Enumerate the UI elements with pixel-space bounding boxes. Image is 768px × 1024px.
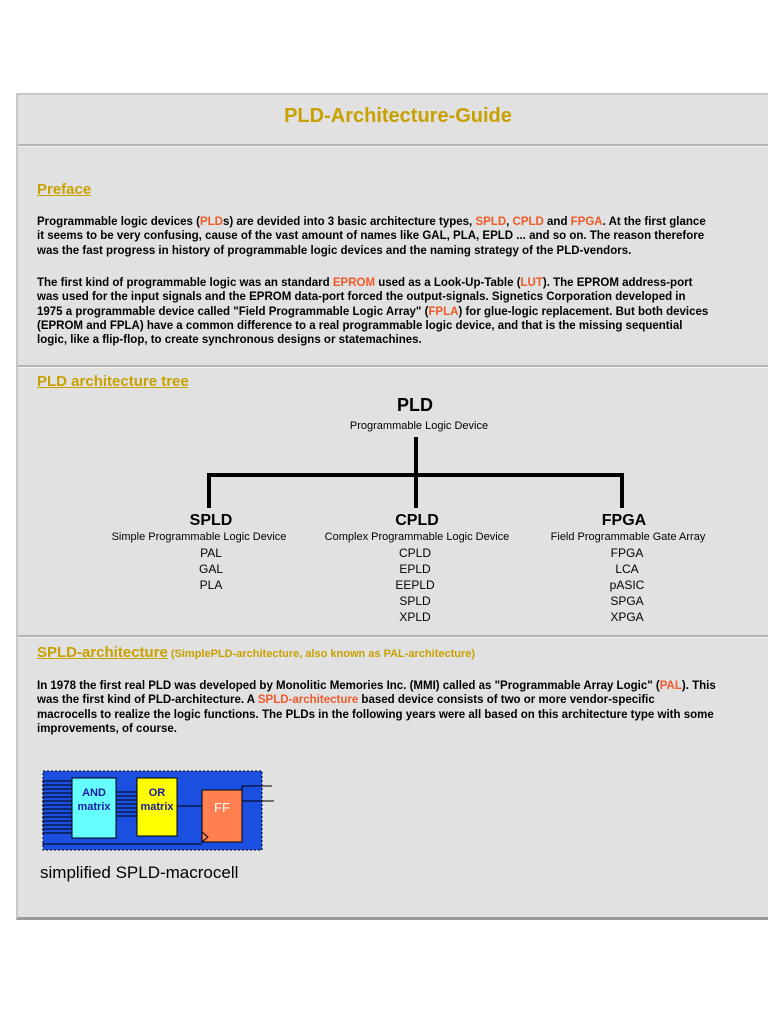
spld-paragraph: In 1978 the first real PLD was developed by Monolitic Memories Inc. (MMI) called as "Programmable Array Logic" (PAL). This was the first kind of PLD-architecture. A SPLD-architecture based device consists of two or more vendor-specific macrocells to realize the logic functions. The PLDs in the following years were all based on this architecture type with some improvements, of course. [37,680,716,735]
fpga-link[interactable]: FPGA [570,216,603,228]
cpld-item: EEPLD [395,578,435,592]
pal-link[interactable]: PAL [659,680,682,692]
spld-item: GAL [198,562,224,576]
flip-flop-label: FF [214,800,230,815]
architecture-tree [18,385,768,625]
page-title: PLD-Architecture-Guide [284,105,512,127]
macrocell-caption: simplified SPLD-macrocell [40,863,239,882]
and-matrix-label: AND [82,787,106,799]
guide-panel [16,93,768,920]
fpga-item: LCA [615,562,639,576]
cpld-item: XPLD [399,610,431,624]
spld-heading-text[interactable]: SPLD-architecture [37,644,168,661]
divider [18,144,768,147]
preface-paragraph-1: Programmable logic devices (PLDs) are devided into 3 basic architecture types, SPLD, CPLD and FPGA. At the first glance it seems to be very confusing, cause of the vast amount of names like GAL, PLA, EPLD ... and so on. The reason therefore was the fast progress in history of programmable logic devices and the naming strategy of the PLD-vendors. [37,216,706,257]
spld-macrocell-diagram [42,770,274,852]
spld-node-name: SPLD [189,512,233,529]
lut-link[interactable]: LUT [520,277,543,289]
fpga-node-desc: Field Programmable Gate Array [550,531,706,543]
fpga-item: pASIC [609,578,645,592]
cpld-node-name: CPLD [395,512,439,529]
eprom-link[interactable]: EPROM [332,277,376,289]
fpga-item: SPGA [610,594,644,608]
or-matrix-label: OR [148,787,166,799]
spld-item: PAL [200,546,222,560]
spld-item: PLA [199,578,223,592]
fpga-node-name: FPGA [601,512,647,529]
preface-heading[interactable] [37,181,91,198]
or-matrix-label: matrix [140,801,174,813]
tree-heading-text[interactable]: PLD architecture tree [37,373,189,390]
spld-subheading: (SimplePLD-architecture, also known as PAL-architecture) [170,648,476,660]
cpld-item: CPLD [398,546,432,560]
spld-architecture-link[interactable]: SPLD-architecture [257,694,359,707]
divider [18,635,768,638]
and-matrix-label: matrix [77,801,111,813]
cpld-link[interactable]: CPLD [512,216,544,228]
fpga-item: XPGA [610,610,644,624]
divider [18,365,768,368]
tree-root-name: PLD [397,395,433,415]
cpld-node-desc: Complex Programmable Logic Device [324,531,510,543]
tree-root-desc: Programmable Logic Device [349,420,489,432]
preface-heading-text[interactable]: Preface [37,181,92,198]
pld-link[interactable]: PLD [199,216,223,228]
spld-node-desc: Simple Programmable Logic Device [111,531,287,543]
fpga-item: FPGA [610,546,644,560]
flip-flop-box [202,790,242,842]
spld-heading[interactable] [37,644,475,661]
cpld-item: EPLD [399,562,431,576]
fpla-link[interactable]: FPLA [428,305,459,318]
spld-link[interactable]: SPLD [475,216,507,228]
preface-paragraph-2: The first kind of programmable logic was an standard EPROM used as a Look-Up-Table (LUT). The EPROM address-port was used for the input signals and the EPROM data-port forced the output-signals. Signetics Corporation developed in 1975 a programmable device called "Field Programmable Logic Array" (FPLA) for glue-logic replacement. But both devices (EPROM and FPLA) have a common difference to a real programmable logic device, and that is the missing sequential logic, like a flip-flop, to create synchronous designs or statemachines. [37,277,709,347]
cpld-item: SPLD [399,594,431,608]
